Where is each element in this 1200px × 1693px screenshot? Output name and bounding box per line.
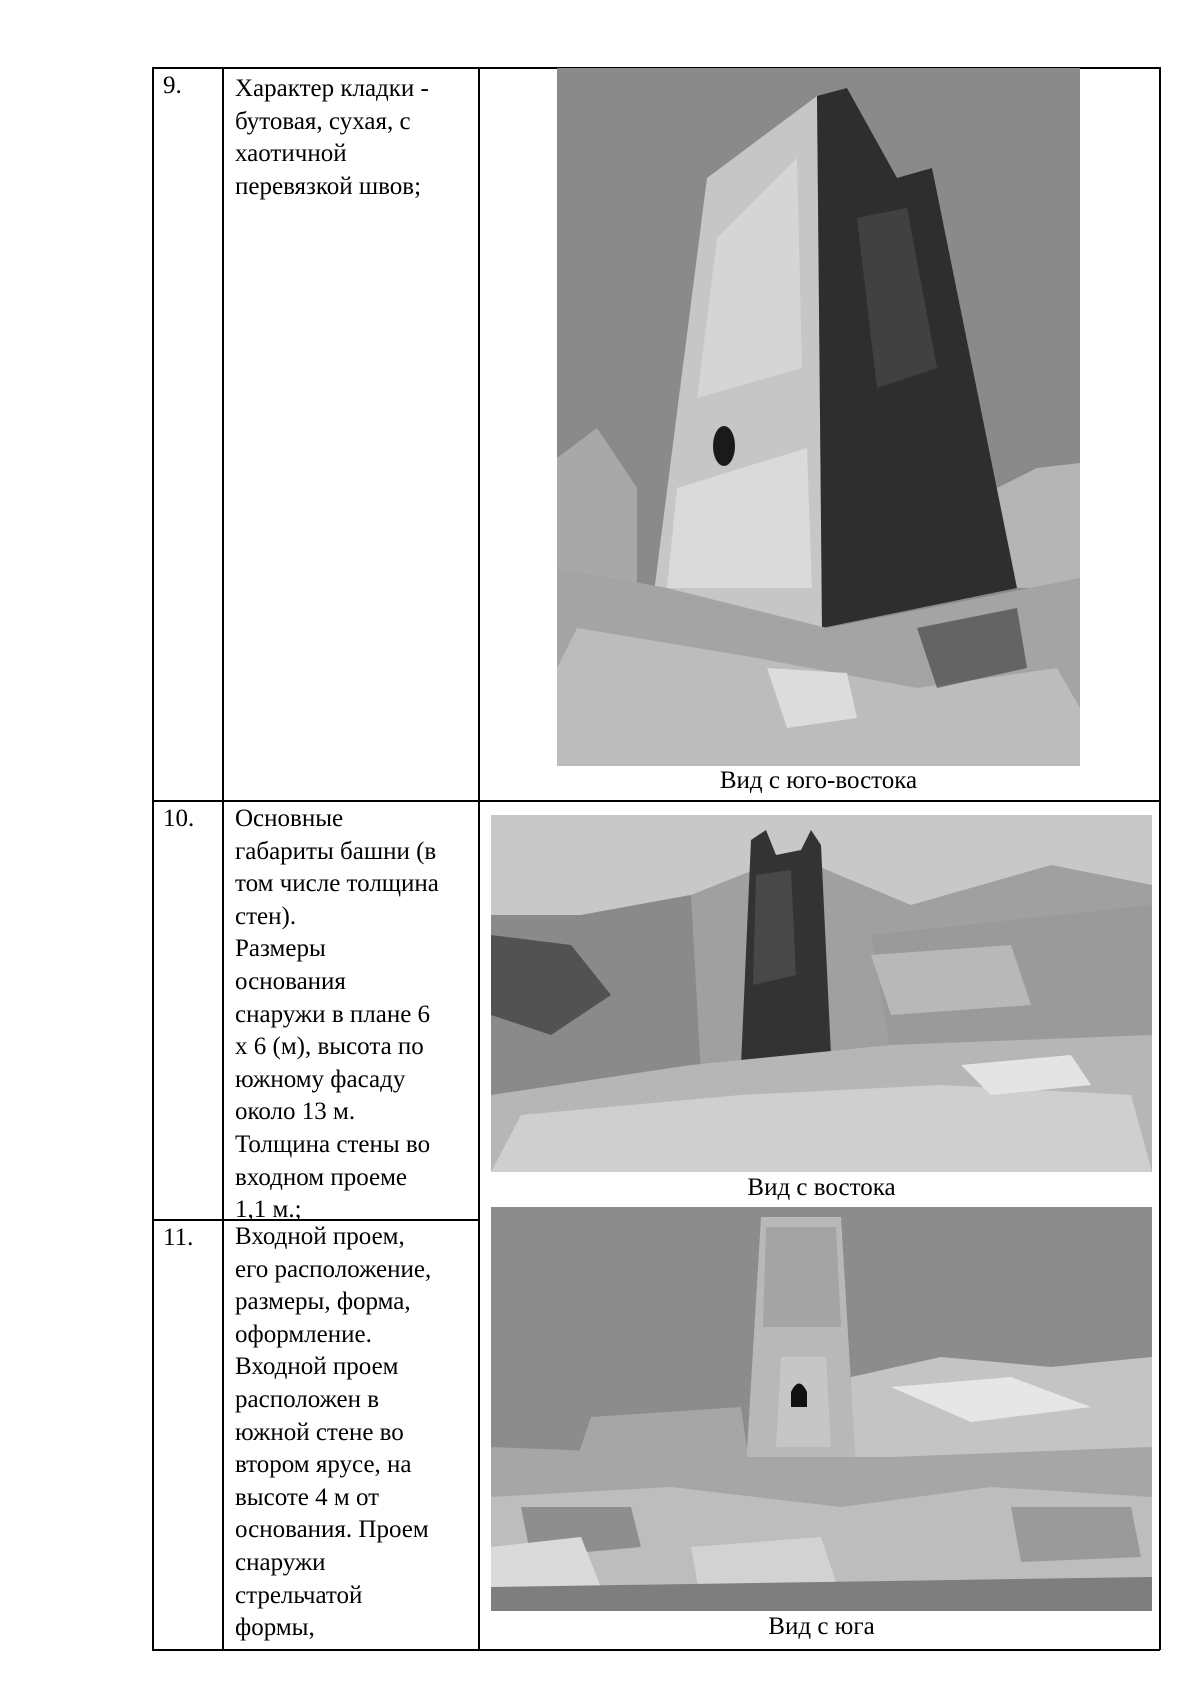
row-description: [235, 803, 439, 1227]
description-line: его расположение,: [235, 1255, 432, 1283]
tower-photo-east: [491, 815, 1152, 1172]
description-line: хаотичной: [235, 140, 347, 168]
description-line: снаружи в плане 6: [235, 1000, 431, 1028]
description-line: Характер кладки -: [235, 75, 429, 102]
description-line: основания: [235, 967, 346, 995]
description-line: бутовая, сухая, с: [235, 107, 411, 135]
row-number: 9.: [163, 72, 182, 99]
description-line: х 6 (м), высота по: [235, 1033, 424, 1061]
description-line: стрельчатой: [235, 1581, 363, 1609]
description-line: 1,1 м.;: [235, 1196, 302, 1224]
description-line: формы,: [235, 1614, 315, 1642]
table-border-bottom: [152, 1649, 1160, 1651]
table-border-left: [152, 67, 154, 1650]
description-line: южному фасаду: [235, 1065, 406, 1093]
description-line: Толщина стены во: [235, 1130, 431, 1158]
description-line: Входной проем,: [235, 1223, 405, 1250]
description-line: расположен в: [235, 1385, 380, 1413]
description-line: перевязкой швов;: [235, 172, 422, 200]
description-line: южной стене во: [235, 1418, 404, 1446]
description-line: втором ярусе, на: [235, 1451, 412, 1479]
table-border-right: [1159, 67, 1161, 1650]
description-line: размеры, форма,: [235, 1288, 411, 1316]
photo-caption: Вид с юго-востока: [719, 767, 918, 794]
row-description: [235, 73, 429, 203]
description-line: габариты башни (в: [235, 837, 437, 865]
description-line: снаружи: [235, 1548, 326, 1576]
description-line: входном проеме: [235, 1163, 408, 1191]
description-line: основания. Проем: [235, 1516, 429, 1544]
description-line: высоте 4 м от: [235, 1483, 380, 1511]
tower-photo-southeast: [557, 68, 1080, 766]
description-line: Размеры: [235, 935, 326, 963]
description-line: Основные: [235, 805, 344, 832]
description-line: стен).: [235, 902, 297, 930]
table-column-divider-2: [478, 67, 480, 1650]
description-line: оформление.: [235, 1320, 372, 1348]
row-number: 10.: [163, 805, 195, 832]
photo-caption: Вид с востока: [747, 1174, 896, 1201]
row-description: [235, 1221, 431, 1645]
row-number: 11.: [163, 1224, 194, 1251]
tower-photo-south: [491, 1207, 1152, 1611]
description-line: около 13 м.: [235, 1098, 356, 1126]
table-column-divider-1: [222, 67, 224, 1650]
description-line: Входной проем: [235, 1353, 399, 1381]
description-line: том числе толщина: [235, 870, 439, 898]
photo-caption: Вид с юга: [768, 1613, 875, 1640]
table-row-divider-1: [152, 800, 1160, 802]
